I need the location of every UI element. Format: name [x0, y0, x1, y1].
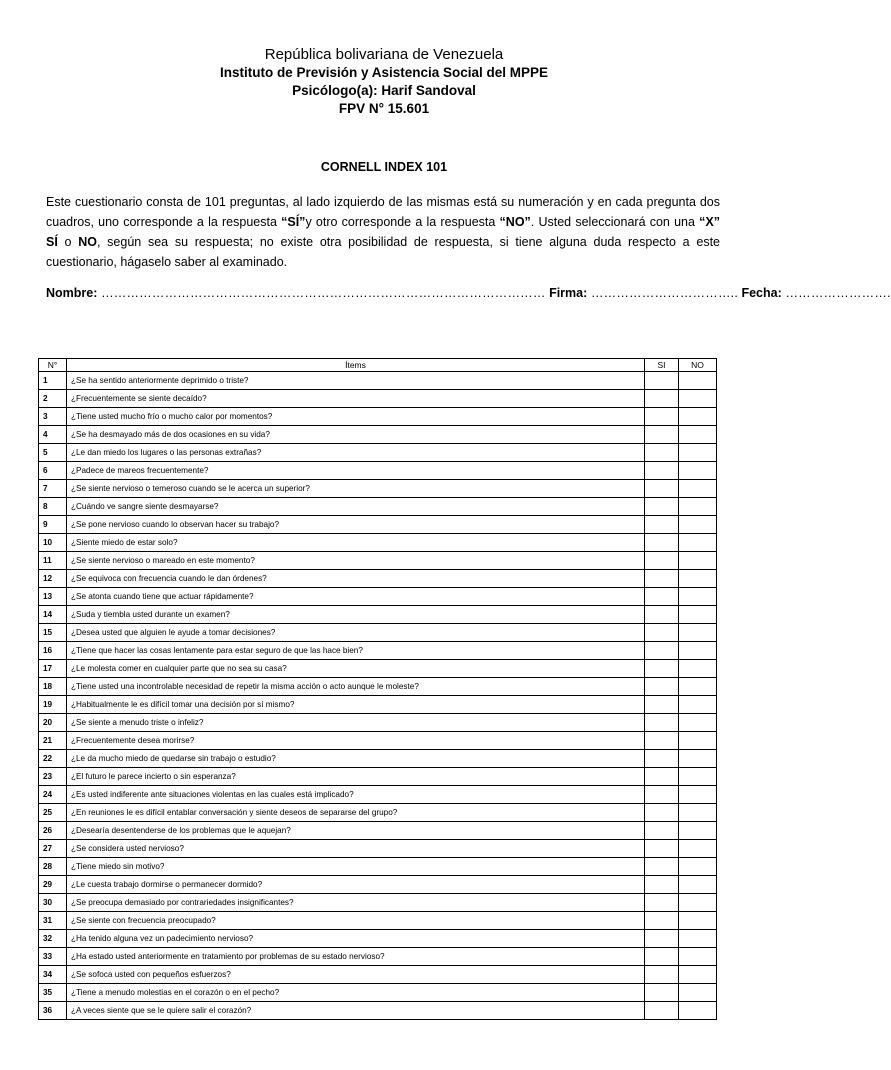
- answer-no-box[interactable]: [679, 696, 717, 714]
- question-text: ¿Le da mucho miedo de quedarse sin trabajo o estudio?: [67, 750, 645, 768]
- answer-si-box[interactable]: [645, 966, 679, 984]
- answer-no-box[interactable]: [679, 408, 717, 426]
- question-number: 24: [39, 786, 67, 804]
- question-text: ¿Habitualmente le es difícil tomar una decisión por sí mismo?: [67, 696, 645, 714]
- answer-si-box[interactable]: [645, 768, 679, 786]
- answer-si-box[interactable]: [645, 624, 679, 642]
- question-number: 4: [39, 426, 67, 444]
- col-header-si: SI: [645, 359, 679, 372]
- answer-si-box[interactable]: [645, 534, 679, 552]
- answer-si-box[interactable]: [645, 372, 679, 390]
- country-line: República bolivariana de Venezuela: [264, 46, 504, 63]
- answer-no-box[interactable]: [679, 462, 717, 480]
- answer-no-box[interactable]: [679, 732, 717, 750]
- question-text: ¿Le molesta comer en cualquier parte que no sea su casa?: [67, 660, 645, 678]
- answer-no-box[interactable]: [679, 426, 717, 444]
- table-row: [39, 930, 717, 948]
- table-row: [39, 714, 717, 732]
- table-row: [39, 552, 717, 570]
- institute-line: Instituto de Previsión y Asistencia Social del MPPE: [219, 65, 549, 80]
- signature-label: Firma:: [545, 286, 588, 300]
- table-header-row: [39, 359, 717, 372]
- question-text: ¿Tiene que hacer las cosas lentamente para estar seguro de que las hace bien?: [67, 642, 645, 660]
- answer-si-box[interactable]: [645, 786, 679, 804]
- instructions-paragraph: [46, 192, 720, 272]
- intro-no: “NO”: [499, 215, 531, 229]
- document-title: CORNELL INDEX 101: [320, 160, 448, 174]
- table-row: [39, 624, 717, 642]
- question-text: ¿A veces siente que se le quiere salir el corazón?: [67, 1002, 645, 1020]
- table-row: [39, 570, 717, 588]
- intro-text-4: o: [57, 235, 79, 249]
- intro-text-1: Este cuestionario consta de 101 preguntas, al lado izquierdo de las mismas está su numeración y en cada pregunta dos cuadros, uno corresponde a la respuesta: [46, 195, 720, 229]
- intro-text-2: y otro corresponde a la respuesta: [305, 215, 500, 229]
- table-row: [39, 768, 717, 786]
- question-number: 21: [39, 732, 67, 750]
- answer-no-box[interactable]: [679, 606, 717, 624]
- answer-no-box[interactable]: [679, 660, 717, 678]
- fpv-line: FPV N° 15.601: [338, 101, 430, 116]
- question-text: ¿Es usted indiferente ante situaciones violentas en las cuales está implicado?: [67, 786, 645, 804]
- answer-si-box[interactable]: [645, 804, 679, 822]
- answer-si-box[interactable]: [645, 876, 679, 894]
- answer-no-box[interactable]: [679, 678, 717, 696]
- table-row: [39, 534, 717, 552]
- answer-no-box[interactable]: [679, 498, 717, 516]
- answer-si-box[interactable]: [645, 660, 679, 678]
- answer-si-box[interactable]: [645, 642, 679, 660]
- answer-si-box[interactable]: [645, 822, 679, 840]
- question-number: 34: [39, 966, 67, 984]
- table-row: [39, 390, 717, 408]
- answer-no-box[interactable]: [679, 948, 717, 966]
- answer-si-box[interactable]: [645, 426, 679, 444]
- question-number: 14: [39, 606, 67, 624]
- question-number: 1: [39, 372, 67, 390]
- answer-si-box[interactable]: [645, 930, 679, 948]
- table-row: [39, 786, 717, 804]
- question-text: ¿Se sofoca usted con pequeños esfuerzos?: [67, 966, 645, 984]
- question-number: 8: [39, 498, 67, 516]
- question-number: 23: [39, 768, 67, 786]
- intro-x: “X” SÍ: [46, 215, 720, 249]
- answer-si-box[interactable]: [645, 588, 679, 606]
- table-row: [39, 858, 717, 876]
- answer-si-box[interactable]: [645, 480, 679, 498]
- answer-no-box[interactable]: [679, 894, 717, 912]
- answer-no-box[interactable]: [679, 1002, 717, 1020]
- question-number: 35: [39, 984, 67, 1002]
- question-number: 12: [39, 570, 67, 588]
- answer-si-box[interactable]: [645, 984, 679, 1002]
- document-page: [0, 46, 891, 1070]
- question-number: 17: [39, 660, 67, 678]
- table-row: [39, 696, 717, 714]
- question-number: 15: [39, 624, 67, 642]
- table-row: [39, 984, 717, 1002]
- answer-no-box[interactable]: [679, 858, 717, 876]
- answer-si-box[interactable]: [645, 606, 679, 624]
- question-number: 16: [39, 642, 67, 660]
- answer-no-box[interactable]: [679, 822, 717, 840]
- question-number: 9: [39, 516, 67, 534]
- answer-si-box[interactable]: [645, 390, 679, 408]
- question-number: 26: [39, 822, 67, 840]
- answer-no-box[interactable]: [679, 642, 717, 660]
- answer-si-box[interactable]: [645, 858, 679, 876]
- question-number: 29: [39, 876, 67, 894]
- table-row: [39, 660, 717, 678]
- question-text: ¿Se siente nervioso o mareado en este momento?: [67, 552, 645, 570]
- answer-si-box[interactable]: [645, 570, 679, 588]
- form-fields: [46, 286, 891, 300]
- name-field[interactable]: ……………………………………………………………………………………………: [97, 286, 546, 300]
- question-number: 10: [39, 534, 67, 552]
- question-text: ¿Tiene a menudo molestias en el corazón o en el pecho?: [67, 984, 645, 1002]
- answer-si-box[interactable]: [645, 894, 679, 912]
- col-header-number: N°: [39, 359, 67, 372]
- signature-field[interactable]: ……………………………..: [587, 286, 738, 300]
- answer-si-box[interactable]: [645, 948, 679, 966]
- question-number: 36: [39, 1002, 67, 1020]
- answer-no-box[interactable]: [679, 570, 717, 588]
- question-text: ¿Se atonta cuando tiene que actuar rápidamente?: [67, 588, 645, 606]
- question-number: 27: [39, 840, 67, 858]
- answer-si-box[interactable]: [645, 444, 679, 462]
- question-text: ¿Se equivoca con frecuencia cuando le dan órdenes?: [67, 570, 645, 588]
- question-number: 20: [39, 714, 67, 732]
- answer-si-box[interactable]: [645, 516, 679, 534]
- table-row: [39, 516, 717, 534]
- table-row: [39, 948, 717, 966]
- question-text: ¿Suda y tiembla usted durante un examen?: [67, 606, 645, 624]
- table-body: [39, 372, 717, 1020]
- question-number: 19: [39, 696, 67, 714]
- answer-no-box[interactable]: [679, 534, 717, 552]
- table-row: [39, 894, 717, 912]
- answer-si-box[interactable]: [645, 696, 679, 714]
- answer-si-box[interactable]: [645, 408, 679, 426]
- question-text: ¿Ha tenido alguna vez un padecimiento nervioso?: [67, 930, 645, 948]
- table-row: [39, 426, 717, 444]
- table-row: [39, 822, 717, 840]
- table-row: [39, 912, 717, 930]
- question-text: ¿Se considera usted nervioso?: [67, 840, 645, 858]
- question-text: ¿Tiene usted una incontrolable necesidad de repetir la misma acción o acto aunque le moleste?: [67, 678, 645, 696]
- question-text: ¿Le cuesta trabajo dormirse o permanecer dormido?: [67, 876, 645, 894]
- answer-no-box[interactable]: [679, 390, 717, 408]
- answer-si-box[interactable]: [645, 840, 679, 858]
- question-number: 18: [39, 678, 67, 696]
- answer-no-box[interactable]: [679, 750, 717, 768]
- table-row: [39, 840, 717, 858]
- table-row: [39, 498, 717, 516]
- name-label: Nombre:: [46, 286, 98, 300]
- answer-no-box[interactable]: [679, 624, 717, 642]
- answer-no-box[interactable]: [679, 372, 717, 390]
- answer-no-box[interactable]: [679, 840, 717, 858]
- question-number: 2: [39, 390, 67, 408]
- question-text: ¿Desea usted que alguien le ayude a tomar decisiones?: [67, 624, 645, 642]
- question-text: ¿Se siente nervioso o temeroso cuando se le acerca un superior?: [67, 480, 645, 498]
- intro-text-3: . Usted seleccionará con una: [530, 215, 700, 229]
- question-text: ¿Se pone nervioso cuando lo observan hacer su trabajo?: [67, 516, 645, 534]
- question-number: 31: [39, 912, 67, 930]
- col-header-no: NO: [679, 359, 717, 372]
- answer-no-box[interactable]: [679, 786, 717, 804]
- answer-si-box[interactable]: [645, 912, 679, 930]
- table-row: [39, 408, 717, 426]
- table-row: [39, 678, 717, 696]
- question-text: ¿Se siente con frecuencia preocupado?: [67, 912, 645, 930]
- question-text: ¿Se preocupa demasiado por contrariedades insignificantes?: [67, 894, 645, 912]
- answer-si-box[interactable]: [645, 732, 679, 750]
- question-number: 30: [39, 894, 67, 912]
- answer-no-box[interactable]: [679, 876, 717, 894]
- answer-no-box[interactable]: [679, 480, 717, 498]
- answer-no-box[interactable]: [679, 912, 717, 930]
- table-row: [39, 876, 717, 894]
- document-header: [0, 46, 768, 118]
- question-text: ¿Ha estado usted anteriormente en tratamiento por problemas de su estado nervioso?: [67, 948, 645, 966]
- question-number: 7: [39, 480, 67, 498]
- intro-no2: NO: [78, 235, 97, 249]
- intro-si: “SÍ”: [281, 215, 306, 229]
- table-row: [39, 966, 717, 984]
- answer-no-box[interactable]: [679, 444, 717, 462]
- answer-si-box[interactable]: [645, 462, 679, 480]
- question-text: ¿Se siente a menudo triste o infeliz?: [67, 714, 645, 732]
- answer-si-box[interactable]: [645, 1002, 679, 1020]
- question-number: 5: [39, 444, 67, 462]
- date-field[interactable]: …………………….: [781, 286, 891, 300]
- answer-si-box[interactable]: [645, 552, 679, 570]
- answer-si-box[interactable]: [645, 498, 679, 516]
- table-row: [39, 588, 717, 606]
- answer-no-box[interactable]: [679, 984, 717, 1002]
- answer-si-box[interactable]: [645, 750, 679, 768]
- table-row: [39, 606, 717, 624]
- question-text: ¿El futuro le parece incierto o sin esperanza?: [67, 768, 645, 786]
- answer-no-box[interactable]: [679, 804, 717, 822]
- table-row: [39, 732, 717, 750]
- question-number: 28: [39, 858, 67, 876]
- question-number: 25: [39, 804, 67, 822]
- question-number: 3: [39, 408, 67, 426]
- question-text: ¿Tiene miedo sin motivo?: [67, 858, 645, 876]
- table-row: [39, 750, 717, 768]
- answer-no-box[interactable]: [679, 966, 717, 984]
- question-text: ¿Frecuentemente se siente decaído?: [67, 390, 645, 408]
- question-text: ¿Le dan miedo los lugares o las personas extrañas?: [67, 444, 645, 462]
- table-row: [39, 462, 717, 480]
- question-text: ¿Siente miedo de estar solo?: [67, 534, 645, 552]
- answer-no-box[interactable]: [679, 714, 717, 732]
- answer-no-box[interactable]: [679, 516, 717, 534]
- table-row: [39, 642, 717, 660]
- question-number: 22: [39, 750, 67, 768]
- psychologist-line: Psicólogo(a): Harif Sandoval: [292, 83, 476, 98]
- question-number: 32: [39, 930, 67, 948]
- question-text: ¿Tiene usted mucho frío o mucho calor por momentos?: [67, 408, 645, 426]
- question-text: ¿Desearía desentenderse de los problemas que le aquejan?: [67, 822, 645, 840]
- question-number: 6: [39, 462, 67, 480]
- answer-no-box[interactable]: [679, 930, 717, 948]
- table-row: [39, 372, 717, 390]
- table-row: [39, 480, 717, 498]
- table-row: [39, 444, 717, 462]
- question-text: ¿Se ha desmayado más de dos ocasiones en su vida?: [67, 426, 645, 444]
- intro-text-5: , según sea su respuesta; no existe otra posibilidad de respuesta, si tiene alguna duda respecto a este cuestionario, hágaselo saber al examinado.: [46, 235, 720, 269]
- questions-table: [38, 358, 717, 1020]
- answer-si-box[interactable]: [645, 678, 679, 696]
- question-number: 33: [39, 948, 67, 966]
- question-text: ¿Frecuentemente desea morirse?: [67, 732, 645, 750]
- answer-no-box[interactable]: [679, 588, 717, 606]
- question-number: 13: [39, 588, 67, 606]
- table-row: [39, 804, 717, 822]
- table-row: [39, 1002, 717, 1020]
- answer-si-box[interactable]: [645, 714, 679, 732]
- question-text: ¿Se ha sentido anteriormente deprimido o triste?: [67, 372, 645, 390]
- question-text: ¿Padece de mareos frecuentemente?: [67, 462, 645, 480]
- question-text: ¿Cuándo ve sangre siente desmayarse?: [67, 498, 645, 516]
- question-number: 11: [39, 552, 67, 570]
- answer-no-box[interactable]: [679, 552, 717, 570]
- answer-no-box[interactable]: [679, 768, 717, 786]
- col-header-items: Ítems: [67, 359, 645, 372]
- date-label: Fecha:: [738, 286, 782, 300]
- question-text: ¿En reuniones le es difícil entablar conversación y siente deseos de separarse del grupo?: [67, 804, 645, 822]
